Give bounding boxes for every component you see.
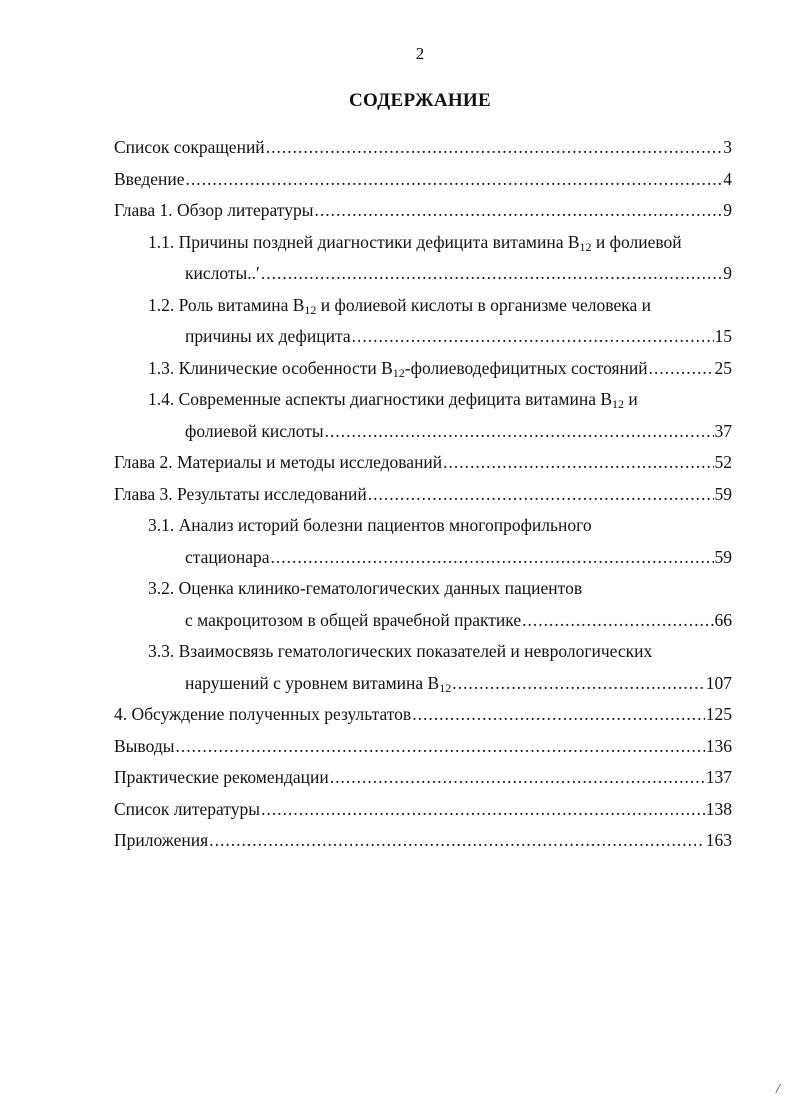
toc-leader <box>452 668 705 700</box>
toc-entry-text: 1.2. Роль витамина B <box>148 294 305 315</box>
toc-entry-1-2-line-1 <box>114 290 732 322</box>
toc-entry-text: Выводы <box>114 735 175 756</box>
toc-entry-text: 1.4. Современные аспекты диагностики дефицита витамина B <box>148 389 613 409</box>
toc-entry-text: и <box>624 389 638 409</box>
toc-entry-3-2-line-1 <box>114 573 732 605</box>
toc-entry-3-3-line-1 <box>114 636 732 668</box>
toc-leader <box>261 794 705 826</box>
page-title: СОДЕРЖАНИЕ <box>349 90 491 111</box>
toc-entry-text: Глава 3. Результаты исследований <box>114 483 367 504</box>
toc-leader <box>186 164 723 196</box>
toc-entry-text-end: -фолиеводефицитных состояний <box>404 357 648 378</box>
toc-page-number: 9 <box>723 263 732 283</box>
subscript: 12 <box>439 680 452 695</box>
toc-entry-text: фолиевой кислоты <box>185 420 324 441</box>
toc-entry-1-3 <box>114 353 732 385</box>
toc-leader <box>271 542 714 574</box>
toc-leader <box>261 258 722 290</box>
toc-leader <box>649 353 714 385</box>
toc-leader <box>368 479 714 511</box>
toc-entry-text-start: нарушений с уровнем витамина B <box>185 672 440 693</box>
toc-entry-3-2-line-2 <box>114 605 732 637</box>
toc-page-number: 59 <box>714 483 732 504</box>
toc-entry-conclusions <box>114 731 732 763</box>
toc-leader <box>522 605 713 637</box>
toc-entry-text: Приложения <box>114 830 209 850</box>
toc-leader <box>314 195 722 227</box>
toc-entry-1-1-line-1 <box>114 227 732 259</box>
toc-entry-text: 3.3. Взаимосвязь гематологических показателей и неврологических <box>148 641 653 661</box>
toc-leader <box>325 416 714 448</box>
toc-entry-text <box>148 353 648 385</box>
toc-entry-text: 3.2. Оценка клинико-гематологических данных пациентов <box>148 578 583 598</box>
toc-entry-abbreviations <box>114 132 732 164</box>
corner-mark: / <box>776 1082 780 1097</box>
toc-entry-text: Глава 2. Материалы и методы исследований <box>114 452 443 472</box>
toc-page-number: 52 <box>714 452 732 472</box>
page-number: 2 <box>415 44 425 63</box>
toc-entry-text-start: 1.3. Клинические особенности B <box>148 357 393 378</box>
toc-page-number: 163 <box>705 830 732 850</box>
toc-entry-text: и фолиевой <box>591 231 682 252</box>
toc-entry-1-4-line-1 <box>114 384 732 416</box>
toc-page-number: 4 <box>723 168 732 189</box>
toc-leader <box>443 447 713 479</box>
toc-entry-text: Введение <box>114 168 185 189</box>
toc-entry-references <box>114 794 732 826</box>
toc-page-number: 137 <box>705 767 732 787</box>
toc-entry-appendices <box>114 825 732 857</box>
toc-entry-1-1-line-2 <box>114 258 732 290</box>
subscript: 12 <box>392 365 405 380</box>
toc-leader <box>209 825 705 857</box>
toc-page-number: 138 <box>705 798 732 819</box>
toc-entry-1-2-line-2 <box>114 321 732 353</box>
toc-page-number: 9 <box>723 200 732 220</box>
toc-entry-text: Практические рекомендации <box>114 767 329 787</box>
toc-page-number: 25 <box>714 357 732 378</box>
toc-entry-text: кислоты.. <box>185 263 257 283</box>
toc-entry-chapter-3 <box>114 479 732 511</box>
toc-entry-text: с макроцитозом в общей врачебной практике <box>185 609 522 630</box>
subscript: 12 <box>579 239 592 254</box>
toc-entry-1-4-line-2 <box>114 416 732 448</box>
toc-page-number: 37 <box>714 420 732 441</box>
toc-entry-text: 1.1. Причины поздней диагностики дефицита витамина B <box>148 231 580 252</box>
pen-mark: ′ <box>256 263 260 283</box>
toc-entry-3-1-line-1 <box>114 510 732 542</box>
toc-leader <box>352 321 714 353</box>
toc-entry-chapter-1 <box>114 195 732 227</box>
toc-entry-text: стационара <box>185 546 270 567</box>
toc-leader <box>330 762 705 794</box>
toc-leader <box>175 731 704 763</box>
toc-entry-text: Глава 1. Обзор литературы <box>114 200 314 220</box>
toc-entry-recommendations <box>114 762 732 794</box>
toc-leader <box>266 132 723 164</box>
toc-leader <box>412 699 705 731</box>
toc-page-number: 15 <box>714 326 732 346</box>
toc-entry-text: и фолиевой кислоты в организме человека и <box>316 294 651 315</box>
toc-page-number: 136 <box>705 735 732 756</box>
toc-entry-text: 3.1. Анализ историй болезни пациентов многопрофильного <box>148 515 592 535</box>
toc-page-number: 59 <box>714 546 732 567</box>
subscript: 12 <box>612 397 625 411</box>
table-of-contents <box>114 132 732 857</box>
toc-entry-text <box>185 668 451 700</box>
toc-page-number: 107 <box>705 672 732 693</box>
toc-entry-text: Список литературы <box>114 798 261 819</box>
toc-entry-3-1-line-2 <box>114 542 732 574</box>
toc-entry-intro <box>114 164 732 196</box>
toc-entry-text: Список сокращений <box>114 137 265 157</box>
toc-page-number: 3 <box>723 137 732 157</box>
toc-entry-discussion <box>114 699 732 731</box>
subscript: 12 <box>304 302 317 317</box>
toc-entry-text: причины их дефицита <box>185 326 351 346</box>
toc-page-number: 125 <box>705 704 732 724</box>
toc-entry-3-3-line-2 <box>114 668 732 700</box>
toc-entry-chapter-2 <box>114 447 732 479</box>
toc-entry-text: 4. Обсуждение полученных результатов <box>114 704 412 724</box>
toc-page-number: 66 <box>714 609 732 630</box>
